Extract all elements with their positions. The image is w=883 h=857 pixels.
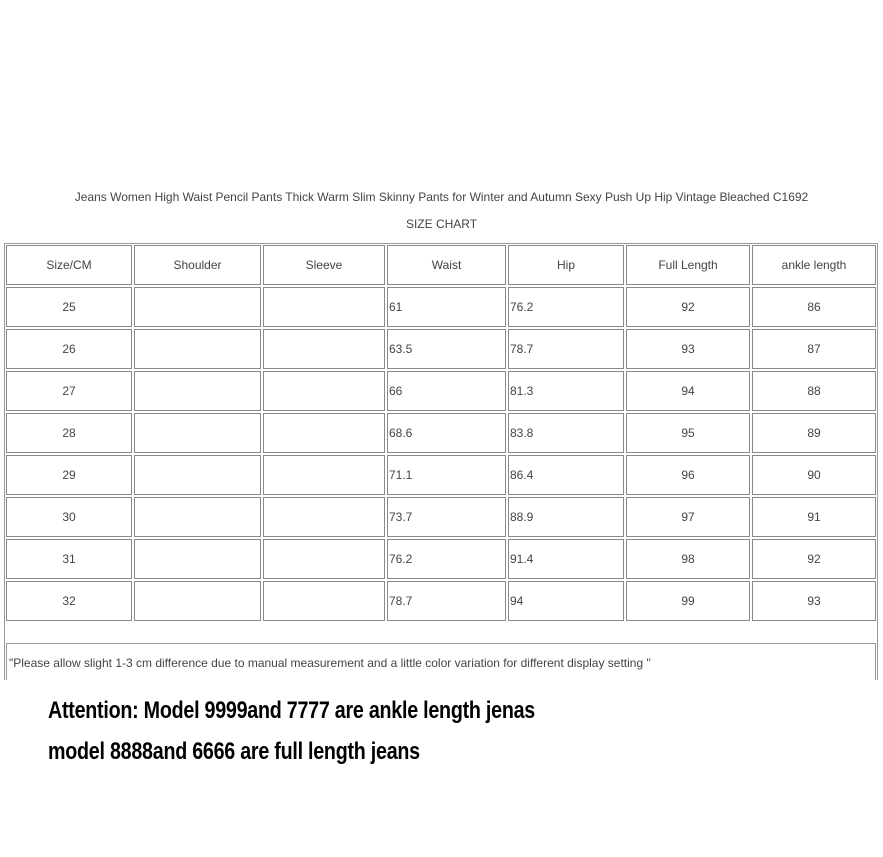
hip-cell: 88.9 xyxy=(508,497,624,537)
hip-cell: 76.2 xyxy=(508,287,624,327)
full-length-cell: 98 xyxy=(626,539,750,579)
waist-cell: 73.7 xyxy=(387,497,506,537)
waist-cell: 68.6 xyxy=(387,413,506,453)
waist-cell: 61 xyxy=(387,287,506,327)
full-length-cell: 93 xyxy=(626,329,750,369)
ankle-length-cell: 86 xyxy=(752,287,876,327)
shoulder-cell xyxy=(134,371,261,411)
hip-cell: 78.7 xyxy=(508,329,624,369)
hip-cell: 94 xyxy=(508,581,624,621)
sleeve-cell xyxy=(263,413,385,453)
waist-cell: 63.5 xyxy=(387,329,506,369)
measurement-note: "Please allow slight 1-3 cm difference due to manual measurement and a little color variation for different display setting " xyxy=(6,643,876,680)
size-chart-table xyxy=(4,243,878,623)
hip-cell: 91.4 xyxy=(508,539,624,579)
table-row xyxy=(6,539,876,579)
full-length-cell: 99 xyxy=(626,581,750,621)
sleeve-cell xyxy=(263,497,385,537)
size-cell: 27 xyxy=(6,371,132,411)
size-chart-heading: SIZE CHART xyxy=(405,217,478,231)
shoulder-cell xyxy=(134,413,261,453)
table-row xyxy=(6,455,876,495)
product-title: Jeans Women High Waist Pencil Pants Thick Warm Slim Skinny Pants for Winter and Autumn Sexy Push Up Hip Vintage Bleached C1692 xyxy=(74,190,809,204)
ankle-length-header: ankle length xyxy=(752,245,876,285)
size-cell: 25 xyxy=(6,287,132,327)
hip-cell: 81.3 xyxy=(508,371,624,411)
shoulder-cell xyxy=(134,287,261,327)
attention-line-2: model 8888and 6666 are full length jeans xyxy=(48,738,420,765)
shoulder-cell xyxy=(134,329,261,369)
ankle-length-cell: 89 xyxy=(752,413,876,453)
attention-line-1: Attention: Model 9999and 7777 are ankle length jenas xyxy=(48,697,536,724)
sleeve-cell xyxy=(263,329,385,369)
size-cell: 32 xyxy=(6,581,132,621)
size-cell: 26 xyxy=(6,329,132,369)
table-row xyxy=(6,413,876,453)
sleeve-cell xyxy=(263,371,385,411)
waist-cell: 76.2 xyxy=(387,539,506,579)
sleeve-cell xyxy=(263,539,385,579)
shoulder-cell xyxy=(134,581,261,621)
sleeve-cell xyxy=(263,287,385,327)
waist-cell: 66 xyxy=(387,371,506,411)
size-header: Size/CM xyxy=(6,245,132,285)
waist-header: Waist xyxy=(387,245,506,285)
waist-cell: 71.1 xyxy=(387,455,506,495)
hip-header: Hip xyxy=(508,245,624,285)
ankle-length-cell: 91 xyxy=(752,497,876,537)
table-header-row xyxy=(6,245,876,285)
table-row xyxy=(6,581,876,621)
waist-cell: 78.7 xyxy=(387,581,506,621)
shoulder-cell xyxy=(134,497,261,537)
full-length-cell: 94 xyxy=(626,371,750,411)
size-cell: 30 xyxy=(6,497,132,537)
full-length-cell: 97 xyxy=(626,497,750,537)
size-cell: 29 xyxy=(6,455,132,495)
table-row xyxy=(6,371,876,411)
table-row xyxy=(6,287,876,327)
sleeve-cell xyxy=(263,455,385,495)
ankle-length-cell: 90 xyxy=(752,455,876,495)
ankle-length-cell: 88 xyxy=(752,371,876,411)
size-cell: 31 xyxy=(6,539,132,579)
hip-cell: 83.8 xyxy=(508,413,624,453)
size-cell: 28 xyxy=(6,413,132,453)
ankle-length-cell: 93 xyxy=(752,581,876,621)
full-length-cell: 95 xyxy=(626,413,750,453)
full-length-cell: 92 xyxy=(626,287,750,327)
shoulder-header: Shoulder xyxy=(134,245,261,285)
full-length-header: Full Length xyxy=(626,245,750,285)
shoulder-cell xyxy=(134,539,261,579)
full-length-cell: 96 xyxy=(626,455,750,495)
ankle-length-cell: 87 xyxy=(752,329,876,369)
shoulder-cell xyxy=(134,455,261,495)
sleeve-header: Sleeve xyxy=(263,245,385,285)
ankle-length-cell: 92 xyxy=(752,539,876,579)
table-row xyxy=(6,497,876,537)
table-row xyxy=(6,329,876,369)
sleeve-cell xyxy=(263,581,385,621)
hip-cell: 86.4 xyxy=(508,455,624,495)
